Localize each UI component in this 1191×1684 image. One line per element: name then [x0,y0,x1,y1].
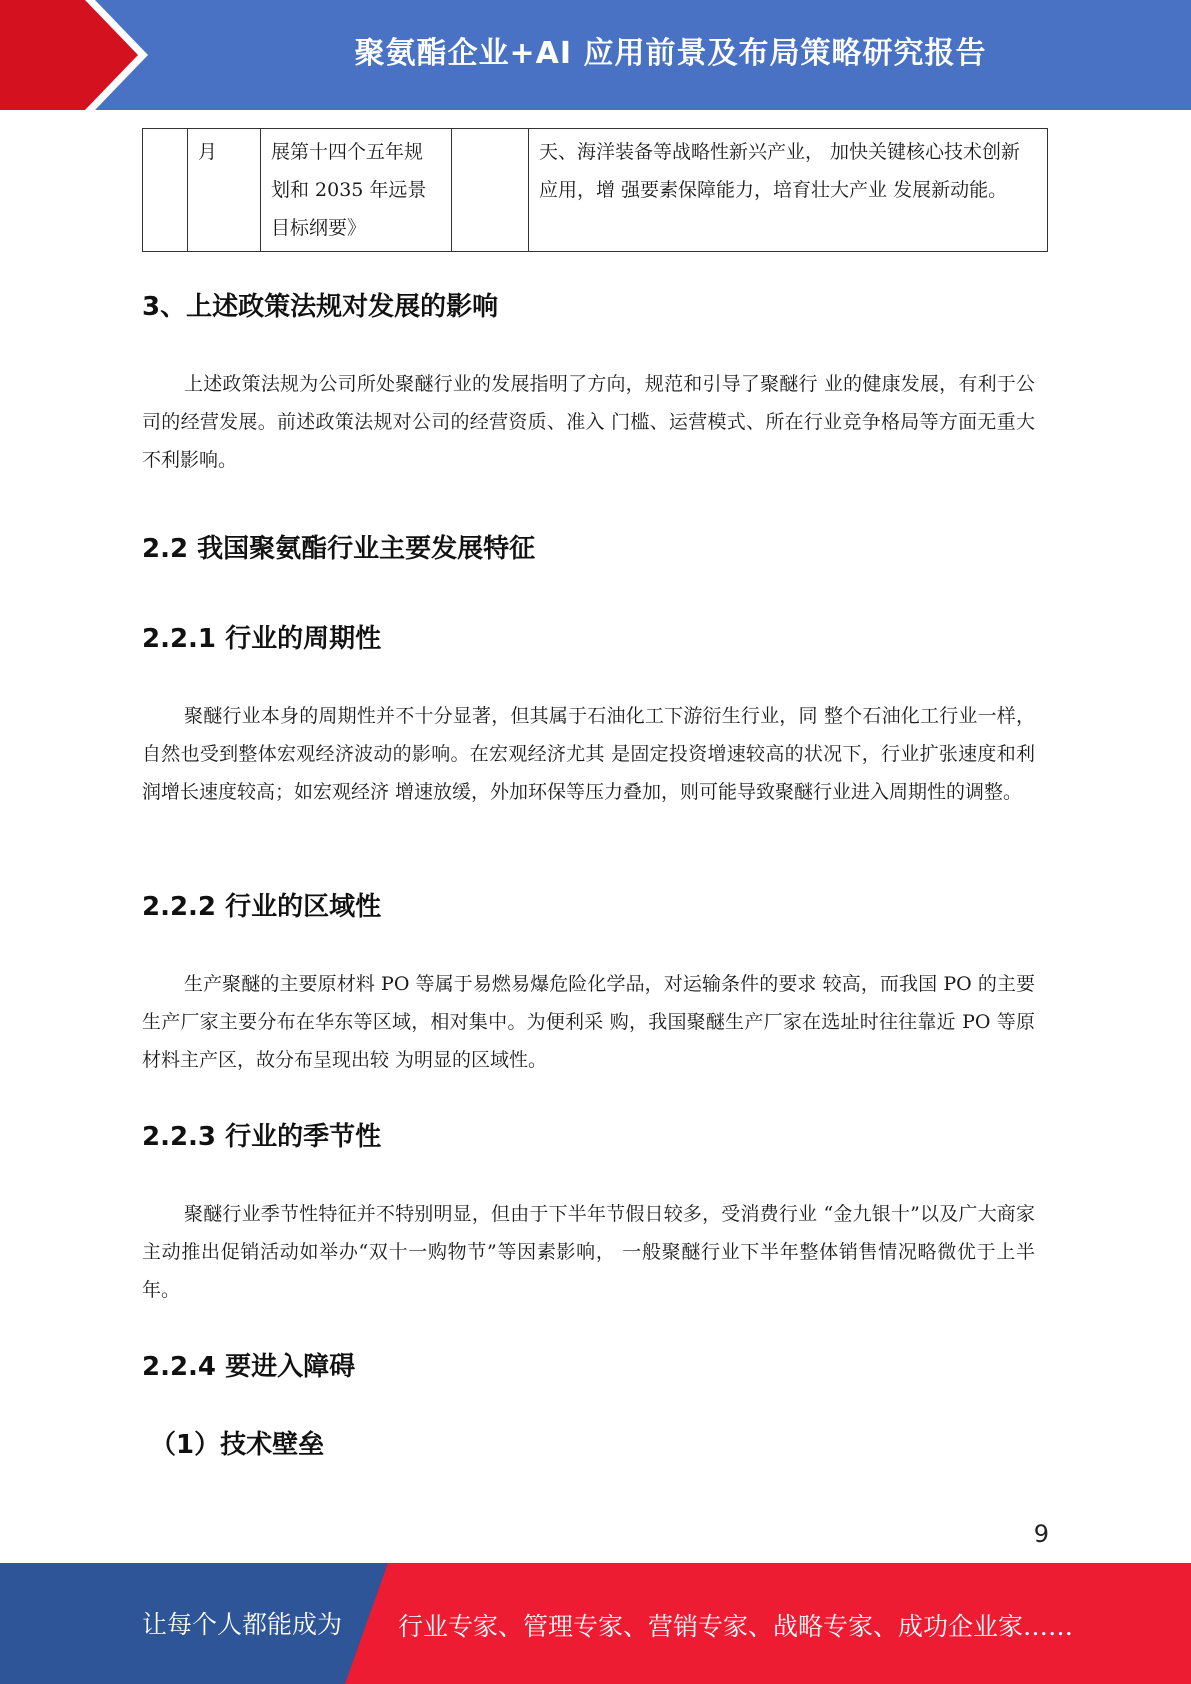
paragraph: 聚醚行业本身的周期性并不十分显著，但其属于石油化工下游衍生行业，同 整个石油化工行业一样，自然也受到整体宏观经济波动的影响。在宏观经济尤其 是固定投资增速较高的状况下，行业扩张速度和利润增长速度较高；如宏观经济 增速放缓，外加环保等压力叠加，则可能导致聚醚行业进入周期性的调整。 [142,705,1035,803]
footer-slogan-right: 行业专家、管理专家、营销专家、战略专家、成功企业家…… [398,1612,1074,1641]
table-cell-index [143,129,188,252]
table-cell-date: 月 [188,129,261,252]
paragraph: 生产聚醚的主要原材料 PO 等属于易燃易爆危险化学品，对运输条件的要求 较高，而我国 PO 的主要生产厂家主要分布在华东等区域，相对集中。为便利采 购，我国聚醚生产厂家在选址时往往靠近 PO 等原材料主产区，故分布呈现出较 为明显的区域性。 [142,973,1035,1071]
subsection-heading: 2.2.3 行业的季节性 [142,1122,382,1152]
page-number: 9 [1033,1520,1049,1548]
page-header [0,0,1191,110]
policy-table [142,128,1048,252]
footer-slogan-left: 让每个人都能成为 [142,1610,343,1639]
paragraph: 上述政策法规为公司所处聚醚行业的发展指明了方向，规范和引导了聚醚行 业的健康发展，有利于公司的经营发展。前述政策法规对公司的经营资质、准入 门槛、运营模式、所在行业竞争格局等方面无重大不利影响。 [142,373,1035,471]
page-footer [0,1563,1191,1684]
subsection-heading: 2.2.2 行业的区域性 [142,892,382,922]
section-heading: 3、上述政策法规对发展的影响 [142,292,499,322]
section-heading: 2.2 我国聚氨酯行业主要发展特征 [142,534,536,564]
report-title: 聚氨酯企业+AI 应用前景及布局策略研究报告 [354,36,987,71]
subsection-heading: 2.2.4 要进入障碍 [142,1352,356,1382]
table-row [143,129,1048,252]
table-cell-policy-name: 展第十四个五年规划和 2035 年远景目标纲要》 [261,129,452,252]
subsection-heading: 2.2.1 行业的周期性 [142,624,382,654]
header-red-arrow-decoration [0,0,160,110]
paragraph: 聚醚行业季节性特征并不特别明显，但由于下半年节假日较多，受消费行业 “金九银十”以及广大商家主动推出促销活动如举办“双十一购物节”等因素影响， 一般聚醚行业下半年整体销售情况略微优于上半年。 [142,1203,1035,1301]
table-cell-issuer [452,129,529,252]
subsubsection-heading: （1）技术壁垒 [150,1430,325,1460]
table-cell-content: 天、海洋装备等战略性新兴产业， 加快关键核心技术创新应用，增 强要素保障能力，培育壮大产业 发展新动能。 [529,129,1048,252]
